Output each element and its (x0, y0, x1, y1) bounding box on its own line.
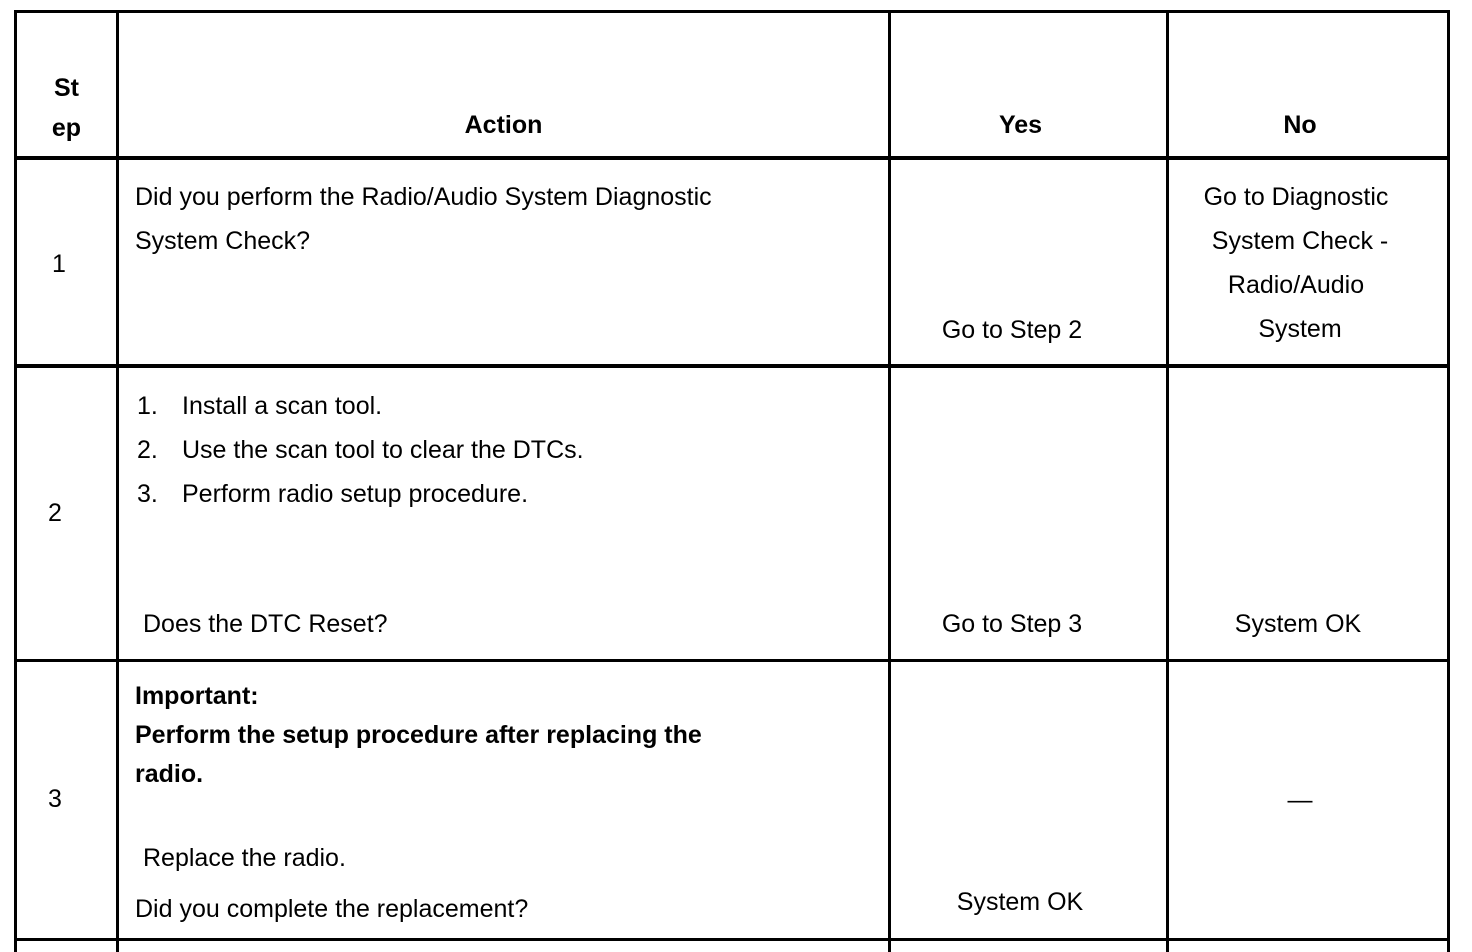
no-result: — (1287, 786, 1313, 814)
step-number: 1 (52, 250, 66, 278)
important-note (135, 677, 702, 794)
no-result: System OK (1234, 610, 1362, 638)
list-item-number: 3. (137, 480, 158, 508)
no-result-line: Go to Diagnostic (1203, 183, 1389, 211)
yes-result: Go to Step 2 (941, 316, 1083, 344)
table-border-bottom (14, 938, 1450, 941)
action-text (135, 175, 712, 263)
header-divider (14, 156, 1450, 160)
yes-result: Go to Step 3 (941, 610, 1083, 638)
important-text: Perform the setup procedure after replacing the (135, 721, 702, 749)
action-line: Did you perform the Radio/Audio System Diagnostic (135, 183, 712, 211)
header-step (17, 68, 116, 148)
no-result-line: System (1258, 315, 1342, 343)
list-item (137, 428, 158, 472)
no-result-line: Radio/Audio (1227, 271, 1365, 299)
header-no: No (1283, 111, 1317, 139)
column-divider-action (888, 11, 891, 952)
column-divider-step (116, 11, 119, 952)
table-border-top (14, 10, 1450, 13)
important-label: Important: (135, 682, 259, 710)
header-yes: Yes (998, 111, 1043, 139)
list-item (182, 472, 528, 516)
row-divider-1 (14, 364, 1450, 368)
row-divider-2 (14, 659, 1450, 662)
list-item (137, 384, 158, 428)
action-instruction: Replace the radio. (143, 844, 346, 872)
table-border-right (1447, 11, 1450, 952)
list-item-text: Perform radio setup procedure. (182, 480, 529, 508)
action-question: Did you complete the replacement? (135, 895, 529, 923)
no-result-line: System Check - (1211, 227, 1389, 255)
no-result (1169, 175, 1431, 351)
yes-result: System OK (956, 888, 1084, 916)
important-text: radio. (135, 760, 204, 788)
list-item (182, 384, 382, 428)
step-number: 3 (48, 785, 62, 813)
list-item-number: 1. (137, 392, 158, 420)
action-line: System Check? (135, 227, 311, 255)
header-step-line2: ep (51, 114, 82, 142)
header-action: Action (464, 111, 543, 139)
list-item (182, 428, 584, 472)
list-item (137, 472, 158, 516)
step-number: 2 (48, 499, 62, 527)
action-question: Does the DTC Reset? (143, 610, 388, 638)
list-item-text: Use the scan tool to clear the DTCs. (182, 436, 584, 464)
header-step-line1: St (54, 74, 79, 102)
list-item-number: 2. (137, 436, 158, 464)
list-item-text: Install a scan tool. (182, 392, 383, 420)
